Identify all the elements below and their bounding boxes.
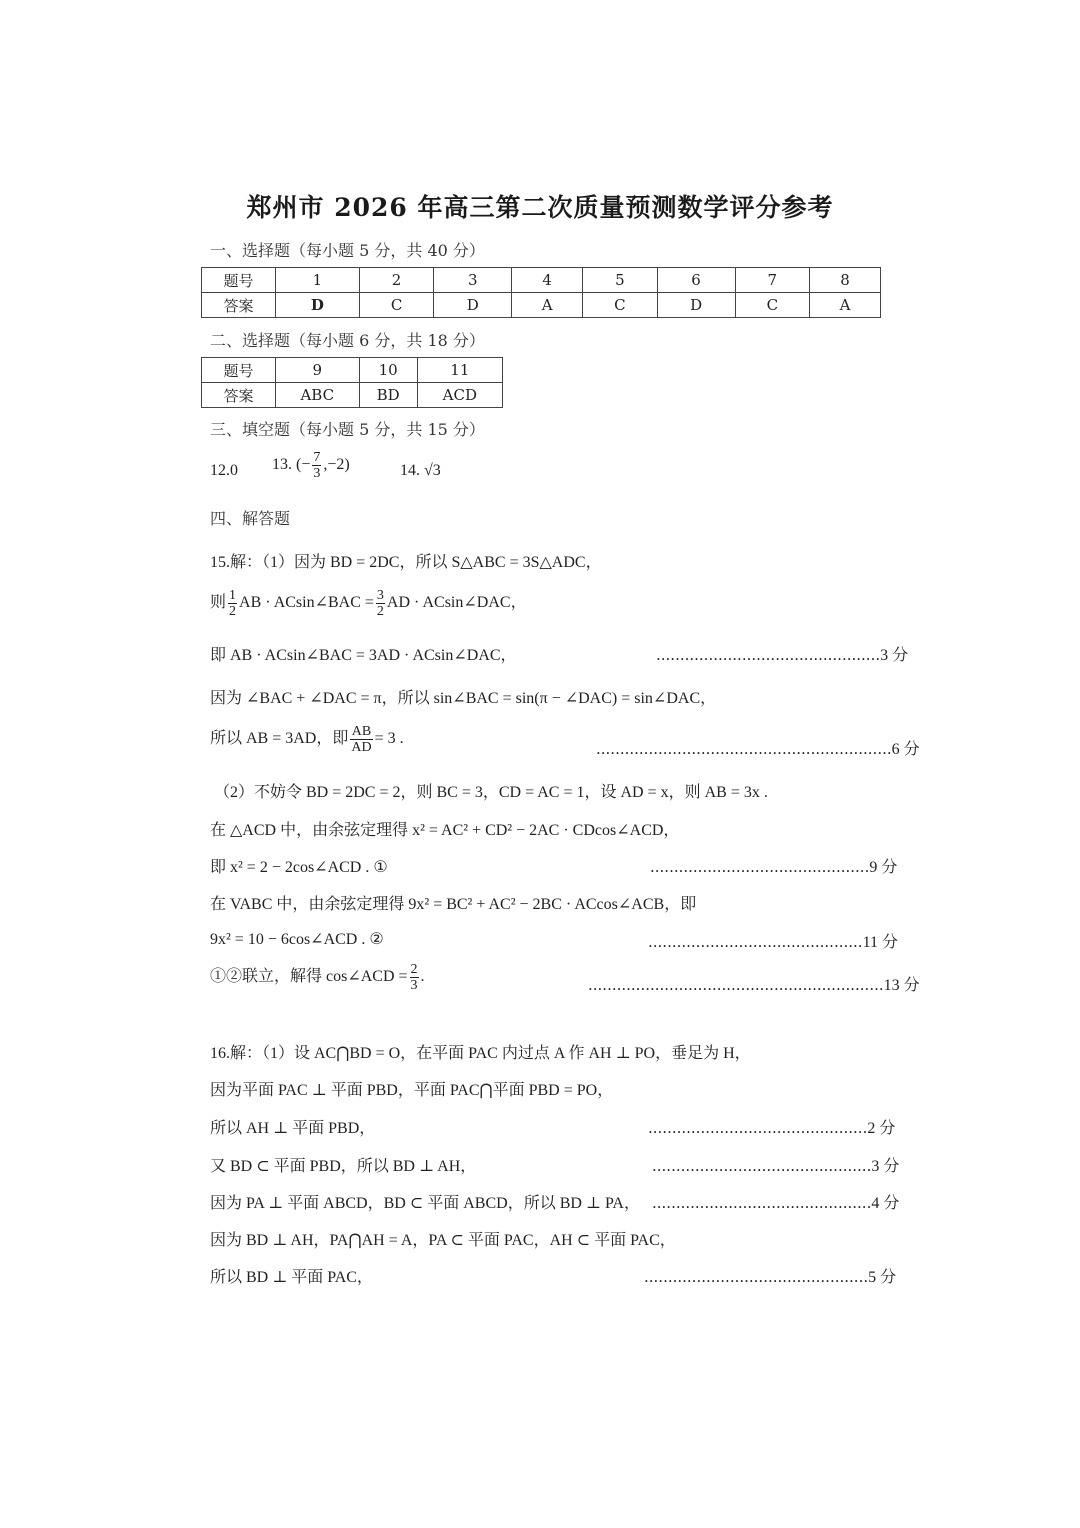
answer-label: 13. — [272, 456, 292, 474]
q15-line-8: 即 x² = 2 − 2cos∠ACD . ① — [210, 859, 388, 876]
table-cell: 2 — [359, 268, 434, 293]
answer-value: √3 — [424, 462, 441, 479]
score-leader: ..............................................9 分 — [650, 858, 898, 876]
table-cell: A — [512, 293, 583, 318]
text: . — [420, 968, 425, 986]
row-label: 答案 — [202, 293, 276, 318]
score-mark: 3 分 — [880, 647, 909, 664]
table-cell: D — [657, 293, 735, 318]
score-leader: ..............................................4 分 — [652, 1194, 900, 1212]
table-cell: ACD — [417, 383, 502, 408]
text: ①②联立，解得 cos∠ACD = — [210, 968, 408, 986]
score-leader: ..............................................3 分 — [652, 1157, 900, 1175]
text: AD · ACsin∠DAC， — [386, 594, 527, 612]
table-row — [202, 358, 503, 383]
q16-line-6: 因为 BD ⊥ AH，PA⋂AH = A，PA ⊂ 平面 PAC，AH ⊂ 平面 PAC， — [210, 1232, 676, 1249]
table-cell: 1 — [276, 268, 360, 293]
numerator: 1 — [229, 588, 237, 603]
fill-answer-12: 12.0 — [210, 462, 238, 479]
score-leader: ..............................................2 分 — [648, 1119, 896, 1137]
score-mark: 4 分 — [871, 1195, 900, 1212]
q15-line-5 — [210, 724, 404, 755]
row-label: 题号 — [202, 358, 276, 383]
section1-heading: 一、选择题（每小题 5 分，共 40 分） — [210, 241, 485, 260]
score-mark: 9 分 — [869, 859, 898, 876]
fill-answer-13 — [272, 450, 350, 481]
fraction — [350, 724, 372, 755]
table-cell: 5 — [583, 268, 658, 293]
score-mark: 2 分 — [867, 1120, 896, 1137]
section3-heading: 三、填空题（每小题 5 分，共 15 分） — [210, 420, 485, 439]
q16-line-1: 16.解：（1）设 AC⋂BD = O，在平面 PAC 内过点 A 作 AH ⊥ PO，垂足为 H， — [210, 1045, 751, 1062]
numerator: 2 — [410, 962, 418, 977]
q15-line-6: （2）不妨令 BD = 2DC = 2，则 BC = 3，CD = AC = 1，设 AD = x，则 AB = 3x . — [214, 784, 768, 801]
fraction — [228, 588, 237, 619]
table-cell: 4 — [512, 268, 583, 293]
section2-answer-table — [201, 357, 503, 408]
q16-line-4: 又 BD ⊂ 平面 PBD，所以 BD ⊥ AH， — [210, 1158, 477, 1175]
text: = 3 . — [374, 730, 404, 748]
numerator: 7 — [313, 450, 321, 465]
score-leader: ...............................................3 分 — [656, 646, 909, 664]
fraction — [376, 588, 385, 619]
q16-line-7: 所以 BD ⊥ 平面 PAC， — [210, 1269, 373, 1286]
table-cell: ABC — [276, 383, 360, 408]
score-mark: 11 分 — [862, 934, 898, 951]
q16-line-5: 因为 PA ⊥ 平面 ABCD，BD ⊂ 平面 ABCD，所以 BD ⊥ PA， — [210, 1195, 640, 1212]
section2-heading: 二、选择题（每小题 6 分，共 18 分） — [210, 331, 485, 350]
q15-line-9: 在 VABC 中，由余弦定理得 9x² = BC² + AC² − 2BC · ACcos∠ACB，即 — [210, 896, 697, 913]
denominator: 3 — [313, 466, 321, 481]
q15-line-10: 9x² = 10 − 6cos∠ACD . ② — [210, 931, 384, 948]
fraction — [312, 450, 321, 481]
q15-line-3: 即 AB · ACsin∠BAC = 3AD · ACsin∠DAC， — [210, 647, 517, 664]
fill-answer-14 — [400, 462, 441, 480]
denominator: 2 — [229, 604, 237, 619]
q16-line-3: 所以 AH ⊥ 平面 PBD， — [210, 1120, 376, 1137]
table-cell: 9 — [276, 358, 360, 383]
table-cell: A — [810, 293, 881, 318]
denominator: 2 — [376, 604, 384, 619]
score-mark: 6 分 — [891, 741, 920, 758]
section4-heading: 四、解答题 — [210, 509, 291, 528]
table-cell: 7 — [735, 268, 810, 293]
score-mark: 13 分 — [883, 977, 920, 994]
answer-prefix: (− — [296, 456, 311, 474]
denominator: AD — [351, 740, 372, 755]
table-cell: 3 — [434, 268, 512, 293]
q15-line-11 — [210, 962, 425, 993]
table-cell: C — [583, 293, 658, 318]
score-leader: ...............................................5 分 — [644, 1268, 897, 1286]
text: AB · ACsin∠BAC = — [239, 594, 374, 612]
row-label: 答案 — [202, 383, 276, 408]
text: 所以 AB = 3AD，即 — [210, 730, 349, 748]
table-row — [202, 383, 503, 408]
table-cell: 10 — [359, 358, 417, 383]
score-mark: 5 分 — [868, 1269, 897, 1286]
q15-line-7: 在 △ACD 中，由余弦定理得 x² = AC² + CD² − 2AC · CDcos∠ACD， — [210, 822, 680, 839]
answer-label: 14. — [400, 462, 420, 479]
table-cell: 6 — [657, 268, 735, 293]
q15-line-4: 因为 ∠BAC + ∠DAC = π，所以 sin∠BAC = sin(π − ∠DAC) = sin∠DAC， — [210, 690, 717, 707]
score-leader: ..............................................................13 分 — [588, 976, 920, 994]
score-mark: 3 分 — [871, 1158, 900, 1175]
table-row — [202, 293, 881, 318]
answer-suffix: ,−2) — [323, 456, 350, 474]
table-cell: 11 — [417, 358, 502, 383]
denominator: 3 — [410, 978, 418, 993]
text: 则 — [210, 594, 227, 612]
numerator: 3 — [376, 588, 384, 603]
row-label: 题号 — [202, 268, 276, 293]
q16-line-2: 因为平面 PAC ⊥ 平面 PBD，平面 PAC⋂平面 PBD = PO， — [210, 1082, 614, 1099]
score-leader: .............................................11 分 — [648, 933, 898, 951]
score-leader: ..............................................................6 分 — [596, 740, 920, 758]
section1-answer-table — [201, 267, 881, 318]
table-cell: D — [434, 293, 512, 318]
page-title: 郑州市 2026 年高三第二次质量预测数学评分参考 — [246, 193, 834, 222]
fraction — [410, 962, 419, 993]
numerator: AB — [351, 724, 372, 739]
q15-line-1: 15.解：（1）因为 BD = 2DC，所以 S△ABC = 3S△ADC， — [210, 554, 602, 571]
table-cell: C — [359, 293, 434, 318]
table-cell: C — [735, 293, 810, 318]
table-row — [202, 268, 881, 293]
q15-line-2 — [210, 588, 527, 619]
table-cell: 8 — [810, 268, 881, 293]
table-cell: BD — [359, 383, 417, 408]
table-cell: D — [276, 293, 360, 318]
